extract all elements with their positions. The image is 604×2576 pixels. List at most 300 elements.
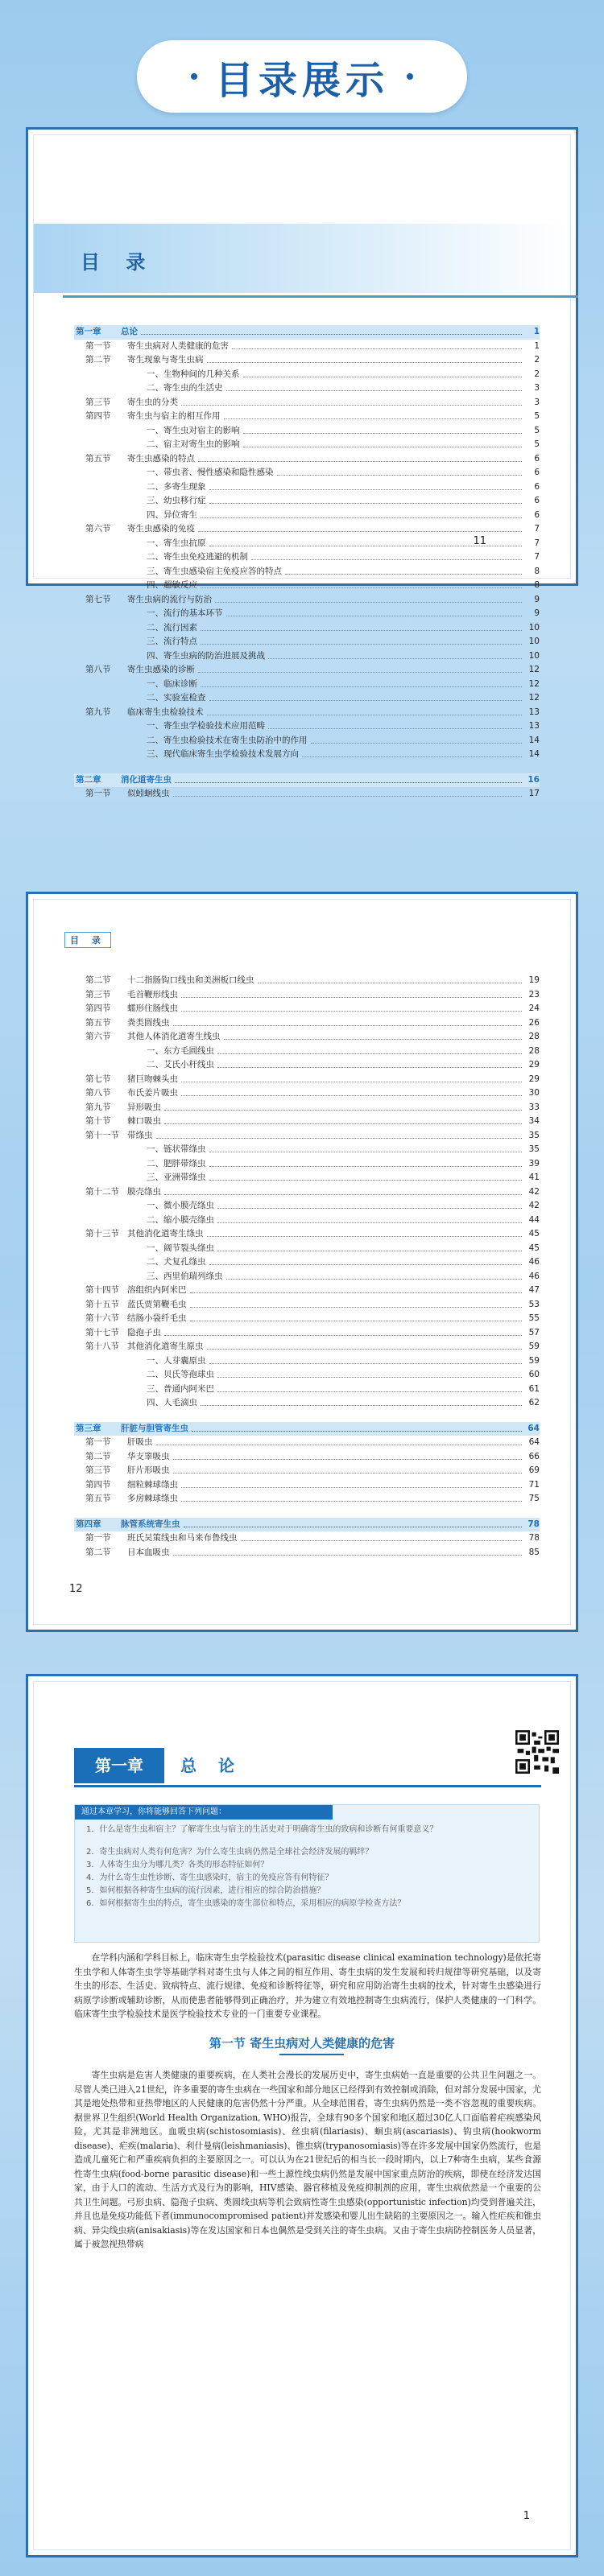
toc-entry-page: 5	[534, 411, 540, 421]
toc-entry-number: 第五节	[85, 1017, 111, 1028]
toc-leader-dots	[201, 1396, 522, 1406]
toc-entry-title: 其他消化道寄生绦虫	[127, 1229, 204, 1239]
toc-entry-page: 8	[534, 580, 540, 590]
question-item: 1．什么是寄生虫和宿主？了解寄生虫与宿主的生活史对于明确寄生虫的致病和诊断有何重要意义？	[86, 1825, 438, 1834]
toc-section-row[interactable]	[74, 1101, 540, 1115]
toc-section-row[interactable]	[74, 1340, 540, 1354]
toc-entry-label	[74, 621, 201, 636]
toc-entry-page: 2	[534, 369, 540, 379]
toc-subsection-row[interactable]	[74, 1214, 540, 1228]
toc-subsection-row[interactable]	[74, 1354, 540, 1369]
toc-entry-title: 其他消化道寄生原虫	[127, 1342, 204, 1351]
toc-subsection-row[interactable]	[74, 1242, 540, 1256]
chapter-label: 第一章	[74, 1748, 164, 1783]
toc-subsection-row[interactable]	[74, 1058, 540, 1073]
question-item: 3．人体寄生虫分为哪几类？各类的形态特征如何？	[86, 1861, 269, 1869]
toc-entry-label	[74, 1115, 164, 1129]
toc-entry-label	[74, 1354, 209, 1369]
toc-entry-title: 一、东方毛圆线虫	[147, 1045, 214, 1056]
toc-entry-number: 第十二节	[85, 1186, 119, 1197]
toc-entry-title: 寄生现象与寄生虫病	[127, 355, 204, 365]
toc-section-row[interactable]	[74, 1016, 540, 1031]
toc-entry-title: 一、寄生虫抗原	[147, 538, 206, 548]
toc-section-row[interactable]	[74, 1312, 540, 1326]
toc-entry-label	[74, 1340, 207, 1354]
toc-entry-title: 带绦虫	[127, 1130, 153, 1140]
toc-leader-dots	[217, 1242, 522, 1251]
toc-entry-page: 14	[528, 735, 540, 745]
toc-leader-dots	[217, 1045, 522, 1054]
toc-entry-page: 12	[528, 678, 540, 689]
toc-entry-label	[74, 424, 243, 439]
toc-entry-number: 第十四节	[85, 1285, 119, 1295]
toc-entry-label	[74, 1002, 181, 1016]
toc-entry-number: 第二节	[85, 1451, 111, 1461]
toc-section-row[interactable]	[74, 1298, 540, 1313]
toc-entry-title: 三、寄生虫感染宿主免疫应答的特点	[147, 566, 282, 576]
toc-entry-label	[74, 1546, 173, 1560]
toc-subsection-row[interactable]	[74, 1270, 540, 1284]
toc-entry-title: 一、生物种间的几种关系	[147, 369, 240, 379]
toc-subsection-row[interactable]	[74, 480, 540, 495]
toc-leader-dots	[217, 1368, 522, 1378]
toc-entry-page: 13	[528, 707, 540, 717]
toc-section-row[interactable]	[74, 396, 540, 410]
toc-entry-title: 多房棘球绦虫	[127, 1494, 178, 1503]
toc-page-1-card	[26, 127, 578, 798]
toc-subsection-row[interactable]	[74, 635, 540, 649]
toc-subsection-row[interactable]	[74, 1368, 540, 1383]
toc-leader-dots	[141, 325, 522, 335]
toc-subsection-row[interactable]	[74, 438, 540, 452]
toc-entry-label	[74, 1214, 217, 1228]
toc-subsection-row[interactable]	[74, 466, 540, 480]
toc-section-row[interactable]	[74, 1450, 540, 1465]
toc-entry-label	[74, 537, 209, 551]
toc-entry-page: 13	[528, 721, 540, 731]
toc-entry-title: 十二指肠钩口线虫和美洲板口线虫	[127, 975, 254, 985]
toc-leader-dots	[224, 1030, 523, 1040]
toc-leader-dots	[164, 1101, 522, 1111]
toc-entry-label	[74, 550, 251, 565]
toc-entry-title: 膜壳绦虫	[127, 1186, 161, 1197]
toc-entry-page: 62	[528, 1398, 540, 1408]
toc-entry-title: 日本血吸虫	[127, 1547, 170, 1557]
toc-entry-page: 9	[534, 608, 540, 618]
toc-subsection-row[interactable]	[74, 1171, 540, 1185]
toc-leader-dots	[173, 1016, 523, 1026]
question-item: 6．如何根据寄生虫的特点，寄生虫感染的寄生部位和特点，采用相应的病原学检查方法？	[86, 1899, 406, 1908]
toc-entry-page: 39	[528, 1158, 540, 1168]
toc-section-row[interactable]	[74, 1546, 540, 1560]
toc-entry-title: 三、普通内阿米巴	[147, 1383, 214, 1394]
toc-subsection-row[interactable]	[74, 579, 540, 593]
toc-entry-number: 第三节	[85, 989, 111, 999]
toc-entry-title: 毛首鞭形线虫	[127, 989, 178, 999]
toc-entry-title: 其他人体消化道寄生线虫	[127, 1032, 221, 1041]
section-title	[34, 2034, 570, 2051]
toc-entry-number: 第七节	[85, 1074, 111, 1084]
toc-leader-dots	[201, 509, 522, 518]
toc-section-row[interactable]	[74, 706, 540, 720]
toc-entry-label	[74, 1326, 164, 1341]
toc-entry-title: 二、寄生虫免疫逃避的机制	[147, 552, 248, 562]
toc-leader-dots	[277, 466, 523, 476]
toc-entry-label	[74, 1143, 209, 1157]
toc-leader-dots	[226, 607, 523, 616]
toc-entry-page: 78	[528, 1533, 540, 1543]
toc-entry-title: 一、阔节裂头绦虫	[147, 1243, 214, 1253]
toc-section-row[interactable]	[74, 353, 540, 368]
toc-entry-number: 第九节	[85, 1102, 111, 1112]
toc-subsection-row[interactable]	[74, 1045, 540, 1059]
toc-entry-number: 第一节	[85, 1437, 111, 1447]
toc-leader-dots	[207, 1227, 523, 1237]
toc-subsection-row[interactable]	[74, 509, 540, 523]
toc-entry-number: 第二章	[76, 774, 101, 785]
toc-leader-dots	[156, 1129, 523, 1139]
toc-entry-label	[74, 1396, 201, 1411]
toc-entry-title: 布氏姜片吸虫	[127, 1088, 178, 1098]
chapter-divider	[74, 1785, 541, 1787]
toc-entry-title: 肝脏与胆管寄生虫	[121, 1423, 188, 1433]
toc-entry-page: 6	[534, 468, 540, 477]
toc-entry-number: 第一节	[85, 1533, 111, 1543]
toc-entry-page: 1	[534, 340, 540, 351]
toc-spacer	[74, 1411, 540, 1422]
toc-entry-page: 2	[534, 355, 540, 365]
toc-entry-label	[74, 1492, 181, 1506]
toc-leader-dots	[201, 579, 522, 588]
toc-subsection-row[interactable]	[74, 1383, 540, 1397]
toc-entry-label	[74, 1016, 173, 1031]
toc-subsection-row[interactable]	[74, 1199, 540, 1214]
toc-entry-title: 隐孢子虫	[127, 1327, 161, 1337]
toc-leader-dots	[217, 1383, 522, 1392]
toc-chapter-row[interactable]	[74, 1422, 540, 1436]
toc-leader-dots	[184, 1518, 523, 1527]
toc-subsection-row[interactable]	[74, 719, 540, 734]
toc-section-row[interactable]	[74, 452, 540, 467]
toc-entry-title: 寄生虫感染的免疫	[127, 524, 195, 534]
toc-subsection-row[interactable]	[74, 621, 540, 636]
toc-leader-dots	[215, 593, 522, 603]
toc-leader-dots	[190, 1284, 523, 1293]
toc-entry-page: 34	[528, 1116, 540, 1126]
toc-entry-label	[74, 1073, 181, 1087]
toc-entry-number: 第三节	[85, 1465, 111, 1475]
toc-leader-dots	[302, 748, 522, 757]
toc-section-row[interactable]	[74, 1115, 540, 1129]
toc-entry-label	[74, 1450, 173, 1465]
toc-entry-page: 78	[527, 1519, 540, 1529]
toc-subsection-row[interactable]	[74, 678, 540, 692]
toc-entry-page: 45	[528, 1229, 540, 1239]
toc-leader-dots	[164, 1185, 522, 1195]
toc-entry-page: 59	[528, 1342, 540, 1351]
toc-leader-dots	[209, 1143, 523, 1152]
toc-section-row[interactable]	[74, 593, 540, 608]
toc-entry-page: 8	[534, 566, 540, 576]
toc-entry-label	[74, 719, 268, 734]
toc-entry-page: 66	[528, 1451, 540, 1461]
toc-entry-label	[74, 494, 209, 509]
toc-subsection-row[interactable]	[74, 550, 540, 565]
toc-subsection-row[interactable]	[74, 1396, 540, 1411]
toc-entry-number: 第二节	[85, 975, 111, 985]
toc-subsection-row[interactable]	[74, 691, 540, 706]
toc-subsection-row[interactable]	[74, 424, 540, 439]
toc-page-2	[33, 899, 571, 1625]
toc-entry-title: 肝吸虫	[127, 1437, 153, 1447]
toc-entry-title: 二、犬复孔绦虫	[147, 1257, 206, 1267]
toc-leader-dots	[207, 706, 523, 715]
toc-entry-title: 蠕形住肠线虫	[127, 1004, 178, 1013]
toc-entry-number: 第六节	[85, 524, 111, 534]
banner-title: 目录展示	[214, 57, 389, 103]
toc-section-row[interactable]	[74, 1531, 540, 1546]
toc-entry-title: 二、缩小膜壳绦虫	[147, 1214, 214, 1225]
toc-entry-title: 结肠小袋纤毛虫	[127, 1313, 187, 1323]
toc-entry-label	[74, 452, 198, 467]
toc-entry-title: 肝片形吸虫	[127, 1465, 170, 1475]
toc-subsection-row[interactable]	[74, 1255, 540, 1270]
toc-entry-title: 寄生虫病的流行与防治	[127, 594, 212, 604]
toc-section-row[interactable]	[74, 988, 540, 1003]
toc-entry-label	[74, 509, 201, 523]
toc-entry-title: 一、寄生虫对宿主的影响	[147, 425, 240, 435]
toc-section-row[interactable]	[74, 1464, 540, 1478]
chapter-page-card	[26, 1674, 578, 2557]
toc-entry-label	[74, 1030, 224, 1045]
toc-entry-number: 第八节	[85, 665, 111, 674]
toc-section-row[interactable]	[74, 1002, 540, 1016]
toc-entry-page: 1	[533, 327, 540, 336]
toc-entry-label	[74, 1298, 190, 1313]
toc-entry-page: 29	[528, 1074, 540, 1084]
toc-entry-label	[74, 1478, 181, 1493]
toc-section-row[interactable]	[74, 1185, 540, 1200]
toc-entry-label	[74, 1284, 190, 1298]
toc-entry-title: 异形吸虫	[127, 1102, 161, 1112]
toc-list-page-1	[74, 325, 540, 802]
toc-entry-number: 第五节	[85, 453, 111, 464]
toc-leader-dots	[164, 1326, 522, 1336]
banner-dot-left	[191, 73, 197, 80]
toc-entry-page: 28	[528, 1032, 540, 1041]
toc-entry-label	[74, 1086, 181, 1101]
toc-subsection-row[interactable]	[74, 381, 540, 396]
toc-entry-title: 消化道寄生虫	[121, 774, 172, 785]
chapter-banner	[74, 1748, 300, 1783]
toc-entry-title: 四、人毛滴虫	[147, 1398, 197, 1408]
toc-subsection-row[interactable]	[74, 607, 540, 621]
toc-heading: 目 录	[64, 932, 111, 948]
toc-subsection-row[interactable]	[74, 1143, 540, 1157]
toc-leader-dots	[243, 438, 523, 447]
toc-entry-title: 寄生虫病对人类健康的危害	[127, 340, 229, 351]
toc-entry-label	[74, 974, 258, 988]
toc-subsection-row[interactable]	[74, 368, 540, 382]
toc-entry-label	[74, 691, 209, 706]
toc-leader-dots	[192, 1422, 522, 1432]
toc-entry-page: 64	[528, 1437, 540, 1447]
toc-entry-page: 12	[528, 693, 540, 703]
toc-entry-number: 第四节	[85, 1004, 111, 1013]
toc-entry-page: 42	[528, 1186, 540, 1197]
toc-leader-dots	[209, 1354, 523, 1364]
toc-leader-dots	[190, 1312, 523, 1321]
toc-entry-page: 71	[528, 1479, 540, 1490]
toc-entry-page: 7	[534, 552, 540, 562]
toc-leader-dots	[241, 1531, 523, 1541]
toc-entry-page: 26	[528, 1017, 540, 1028]
toc-entry-title: 寄生虫感染的特点	[127, 453, 195, 464]
toc-entry-number: 第十六节	[85, 1313, 119, 1323]
toc-entry-label	[74, 1383, 217, 1397]
toc-leader-dots	[201, 678, 522, 687]
toc-leader-dots	[224, 410, 523, 419]
toc-entry-label	[74, 1368, 217, 1383]
toc-entry-page: 3	[534, 383, 540, 393]
toc-leader-dots	[173, 1464, 523, 1473]
toc-entry-page: 10	[528, 650, 540, 661]
toc-entry-number: 第十七节	[85, 1327, 119, 1337]
toc-leader-dots	[198, 452, 522, 462]
toc-leader-dots	[217, 1214, 522, 1223]
question-item: 5．如何根据各种寄生虫病的流行因素，进行相应的综合防治措施？	[86, 1886, 325, 1895]
toc-entry-label	[74, 1045, 217, 1059]
toc-subsection-row[interactable]	[74, 734, 540, 748]
toc-leader-dots	[209, 480, 523, 490]
toc-entry-label	[74, 1464, 173, 1478]
toc-leader-dots	[209, 1157, 523, 1167]
toc-entry-title: 三、流行特点	[147, 637, 197, 646]
toc-section-row[interactable]	[74, 1073, 540, 1087]
toc-leader-dots	[251, 550, 522, 560]
toc-entry-number: 第十一节	[85, 1130, 119, 1140]
toc-section-row[interactable]	[74, 1284, 540, 1298]
toc-entry-page: 46	[528, 1271, 540, 1281]
toc-heading: 目 录	[81, 251, 155, 274]
toc-entry-page: 59	[528, 1355, 540, 1366]
toc-leader-dots	[217, 1199, 522, 1209]
toc-section-row[interactable]	[74, 522, 540, 537]
toc-leader-dots	[173, 787, 523, 797]
toc-chapter-row[interactable]	[74, 1518, 540, 1532]
toc-entry-label	[74, 635, 201, 649]
toc-section-row[interactable]	[74, 1086, 540, 1101]
toc-entry-page: 44	[528, 1214, 540, 1225]
toc-section-row[interactable]	[74, 1030, 540, 1045]
toc-leader-dots	[243, 424, 523, 434]
toc-leader-dots	[181, 396, 522, 406]
toc-entry-label	[74, 1199, 217, 1214]
toc-subsection-row[interactable]	[74, 537, 540, 551]
toc-entry-label	[74, 1270, 226, 1284]
toc-entry-label	[74, 368, 243, 382]
toc-chapter-row[interactable]	[74, 773, 540, 788]
toc-leader-dots	[209, 691, 523, 701]
toc-subsection-row[interactable]	[74, 494, 540, 509]
toc-subsection-row[interactable]	[74, 565, 540, 579]
toc-entry-number: 第一章	[76, 327, 101, 336]
toc-section-row[interactable]	[74, 410, 540, 424]
toc-chapter-row[interactable]	[74, 325, 540, 340]
intro-paragraph: 在学科内涵和学科目标上，临床寄生虫学检验技术(parasitic disease clinical examination technology)是依托寄生虫学和人体寄生虫学等基础学科对寄生虫与人体之间的相互作用、寄生虫病的发生发展和转归规律等研究基础，以及寄生虫的形态、生活史、致病特点、流行规律、免疫和诊断特征等，研究和应用防治寄生虫病的技术，针对寄生虫感染进行病原学诊断或辅助诊断，从而使患者能够得到正确治疗，并为建立有效地控制寄生虫病流行，保护人类健康的一门科学。临床寄生虫学检验技术是医学检验技术专业的一门重要专业课程。	[74, 1952, 541, 2019]
toc-entry-label	[74, 787, 173, 802]
toc-entry-title: 三、幼虫移行症	[147, 496, 206, 505]
toc-entry-title: 二、艾氏小杆线虫	[147, 1060, 214, 1070]
toc-leader-dots	[311, 734, 523, 744]
toc-section-row[interactable]	[74, 787, 540, 802]
toc-entry-label	[74, 1227, 207, 1242]
toc-entry-page: 35	[528, 1130, 540, 1140]
question-item: 2．寄生虫病对人类有何危害？为什么寄生虫病仍然是全球社会经济发展的羁绊？	[86, 1848, 374, 1857]
toc-entry-title: 一、人芽囊原虫	[147, 1355, 206, 1366]
toc-entry-page: 46	[528, 1257, 540, 1267]
toc-section-row[interactable]	[74, 1326, 540, 1341]
toc-entry-title: 寄生虫的分类	[127, 397, 178, 407]
toc-section-row[interactable]	[74, 974, 540, 988]
toc-subsection-row[interactable]	[74, 1157, 540, 1172]
toc-entry-title: 班氏吴策线虫和马来布鲁线虫	[127, 1533, 238, 1543]
toc-entry-number: 第七节	[85, 594, 111, 604]
toc-subsection-row[interactable]	[74, 748, 540, 762]
chapter-page	[33, 1681, 571, 2550]
toc-page-1	[33, 134, 571, 798]
toc-entry-page: 30	[528, 1088, 540, 1098]
toc-entry-label	[74, 466, 277, 480]
toc-section-row[interactable]	[74, 1492, 540, 1506]
header-divider	[63, 295, 578, 298]
toc-leader-dots	[181, 1086, 522, 1096]
toc-section-row[interactable]	[74, 1129, 540, 1144]
toc-page-2-card	[26, 892, 578, 1632]
toc-entry-page: 28	[528, 1045, 540, 1056]
toc-entry-title: 似蚓蛔线虫	[127, 789, 170, 798]
toc-leader-dots	[209, 494, 523, 504]
toc-leader-dots	[268, 649, 522, 659]
chapter-name: 总 论	[180, 1756, 242, 1775]
toc-entry-page: 6	[534, 453, 540, 464]
toc-entry-title: 溶组织内阿米巴	[127, 1285, 187, 1295]
toc-subsection-row[interactable]	[74, 649, 540, 664]
toc-entry-page: 33	[528, 1102, 540, 1112]
toc-entry-title: 二、实验室检查	[147, 693, 206, 703]
toc-entry-title: 二、寄生虫的生活史	[147, 383, 223, 393]
toc-section-row[interactable]	[74, 1436, 540, 1450]
toc-entry-number: 第四节	[85, 1479, 111, 1490]
toc-entry-page: 3	[534, 397, 540, 407]
toc-entry-page: 29	[528, 1060, 540, 1070]
toc-leader-dots	[226, 1270, 523, 1280]
toc-entry-label	[74, 325, 141, 340]
toc-entry-number: 第一节	[85, 340, 111, 351]
toc-entry-page: 64	[527, 1423, 540, 1433]
toc-entry-title: 二、多寄生现象	[147, 481, 206, 492]
toc-section-row[interactable]	[74, 1478, 540, 1493]
toc-section-row[interactable]	[74, 340, 540, 354]
toc-leader-dots	[207, 1340, 523, 1350]
toc-entry-label	[74, 1518, 184, 1532]
toc-entry-label	[74, 396, 181, 410]
toc-leader-dots	[181, 988, 522, 998]
toc-section-row[interactable]	[74, 663, 540, 678]
toc-leader-dots	[232, 340, 522, 349]
toc-section-row[interactable]	[74, 1227, 540, 1242]
toc-entry-page: 14	[528, 749, 540, 759]
